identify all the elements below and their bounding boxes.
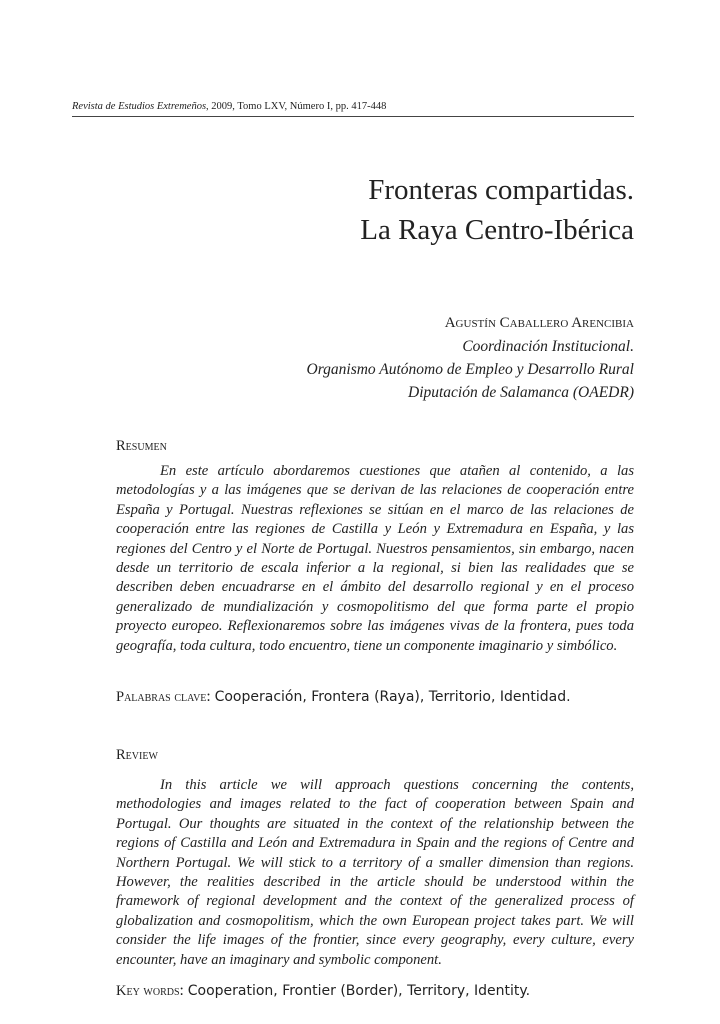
review-keywords-label: Key words xyxy=(116,983,180,999)
affiliation-1: Coordinación Institucional. xyxy=(462,338,634,355)
affiliation-3: Diputación de Salamanca (OAEDR) xyxy=(408,384,634,401)
running-header: Revista de Estudios Extremeños, 2009, Tomo LXV, Número I, pp. 417-448 xyxy=(72,101,634,117)
journal-name: Revista de Estudios Extremeños xyxy=(72,101,207,112)
affiliation-2: Organismo Autónomo de Empleo y Desarrollo Rural xyxy=(306,361,634,378)
article-title xyxy=(360,170,634,250)
review-heading: Review xyxy=(116,747,158,763)
review-text: In this article we will approach questions concerning the contents, methodologies and images related to the fact of cooperation between Spain and Portugal. Our thoughts are situated in the context of the relationship between the regions of Castilla and León and Extremadura in Spain and the regions of Centre and Northern Portugal. We will stick to a territory of a smaller dimension than regions. However, the realities described in the article should be understood within the framework of regional development and the context of the generalized process of globalization and cosmopolitism, which the own European project takes part. We will consider the life images of the frontier, since every geography, every culture, every encounter, have an imaginary and symbolic component. xyxy=(116,777,634,968)
resumen-text: En este artículo abordaremos cuestiones que atañen al contenido, a las metodologías y a las imágenes que se derivan de las relaciones de cooperación entre España y Portugal. Nuestras reflexiones se sitúan en el marco de las relaciones de cooperación entre las regiones de Castilla y León y Extremadura en España, y las regiones del Centro y el Norte de Portugal. Nuestros pensamientos, sin embargo, nacen desde un territorio de escala inferior a la regional, si bien las realidades que se describen deben encuadrarse en el ámbito del desarrollo regional y en el proceso generalizado de mundialización y cosmopolitismo del que forma parte el propio proyecto europeo. Reflexionaremos sobre las imágenes vivas de la frontera, pues toda geografía, toda cultura, todo encuentro, tiene un componente imaginario y simbólico. xyxy=(116,463,634,654)
resumen-keywords-label: Palabras clave xyxy=(116,689,207,705)
resumen-keywords: Palabras clave: Cooperación, Frontera (Raya), Territorio, Identidad. xyxy=(116,688,571,705)
author-block xyxy=(307,312,635,404)
resumen-keywords-text: Cooperación, Frontera (Raya), Territorio, Identidad. xyxy=(214,689,571,705)
review-keywords-text: Cooperation, Frontier (Border), Territory, Identity. xyxy=(187,983,531,999)
review-abstract xyxy=(116,776,634,970)
journal-details: Tomo LXV, Número I, pp. 417-448 xyxy=(237,101,387,112)
title-line-1: Fronteras compartidas. xyxy=(368,174,634,206)
resumen-heading: Resumen xyxy=(116,438,167,454)
review-keywords: Key words: Cooperation, Frontier (Border), Territory, Identity. xyxy=(116,982,531,999)
title-line-2: La Raya Centro-Ibérica xyxy=(360,214,634,246)
journal-year: 2009 xyxy=(211,101,233,112)
author-name: Agustín Caballero Arencibia xyxy=(444,315,634,331)
resumen-abstract xyxy=(116,462,634,656)
